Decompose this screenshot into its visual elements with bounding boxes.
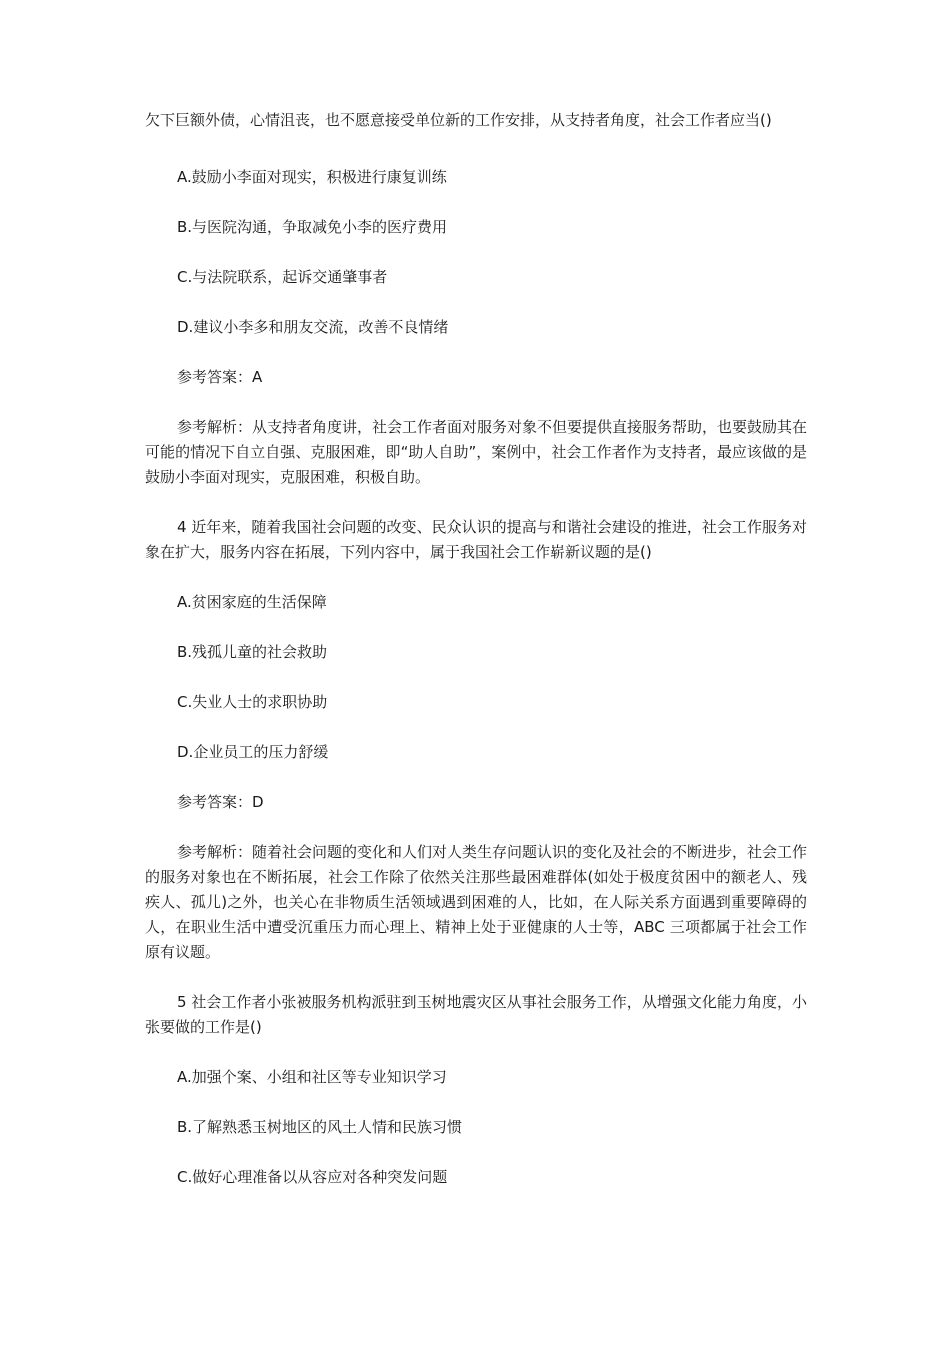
q4-option-d: D.企业员工的压力舒缓 [177, 743, 329, 761]
q5-option-a: A.加强个案、小组和社区等专业知识学习 [177, 1068, 447, 1086]
q3-analysis: 参考解析：从支持者角度讲，社会工作者面对服务对象不但要提供直接服务帮助，也要鼓励其在可能的情况下自立自强、克服困难，即“助人自助”，案例中，社会工作者作为支持者，最应该做的是鼓励小李面对现实，克服困难，积极自助。 [145, 418, 808, 486]
q4-answer: 参考答案：D [177, 793, 264, 811]
q3-option-a: A.鼓励小李面对现实，积极进行康复训练 [177, 168, 447, 186]
q5-option-c: C.做好心理准备以从容应对各种突发问题 [177, 1168, 448, 1186]
q3-option-d: D.建议小李多和朋友交流，改善不良情绪 [177, 318, 449, 336]
q3-answer: 参考答案：A [177, 368, 263, 386]
q3-option-c: C.与法院联系，起诉交通肇事者 [177, 268, 388, 286]
document-page [145, 108, 807, 1190]
q4-stem: 4 近年来，随着我国社会问题的改变、民众认识的提高与和谐社会建设的推进，社会工作服务对象在扩大，服务内容在拓展，下列内容中，属于我国社会工作崭新议题的是() [145, 518, 807, 561]
q3-stem: 欠下巨额外债，心情沮丧，也不愿意接受单位新的工作安排，从支持者角度，社会工作者应当() [145, 111, 772, 129]
q3-option-b: B.与医院沟通，争取减免小李的医疗费用 [177, 218, 448, 236]
q4-option-c: C.失业人士的求职协助 [177, 693, 328, 711]
q4-option-a: A.贫困家庭的生活保障 [177, 593, 327, 611]
q4-option-b: B.残孤儿童的社会救助 [177, 643, 328, 661]
q5-stem: 5 社会工作者小张被服务机构派驻到玉树地震灾区从事社会服务工作，从增强文化能力角度，小张要做的工作是() [145, 993, 807, 1036]
q5-option-b: B.了解熟悉玉树地区的风土人情和民族习惯 [177, 1118, 463, 1136]
q4-analysis: 参考解析：随着社会问题的变化和人们对人类生存问题认识的变化及社会的不断进步，社会工作的服务对象也在不断拓展，社会工作除了依然关注那些最困难群体(如处于极度贫困中的额老人、残疾人、孤儿)之外，也关心在非物质生活领域遇到困难的人，比如，在人际关系方面遇到重要障碍的人，在职业生活中遭受沉重压力而心理上、精神上处于亚健康的人士等，ABC 三项都属于社会工作原有议题。 [145, 843, 808, 961]
